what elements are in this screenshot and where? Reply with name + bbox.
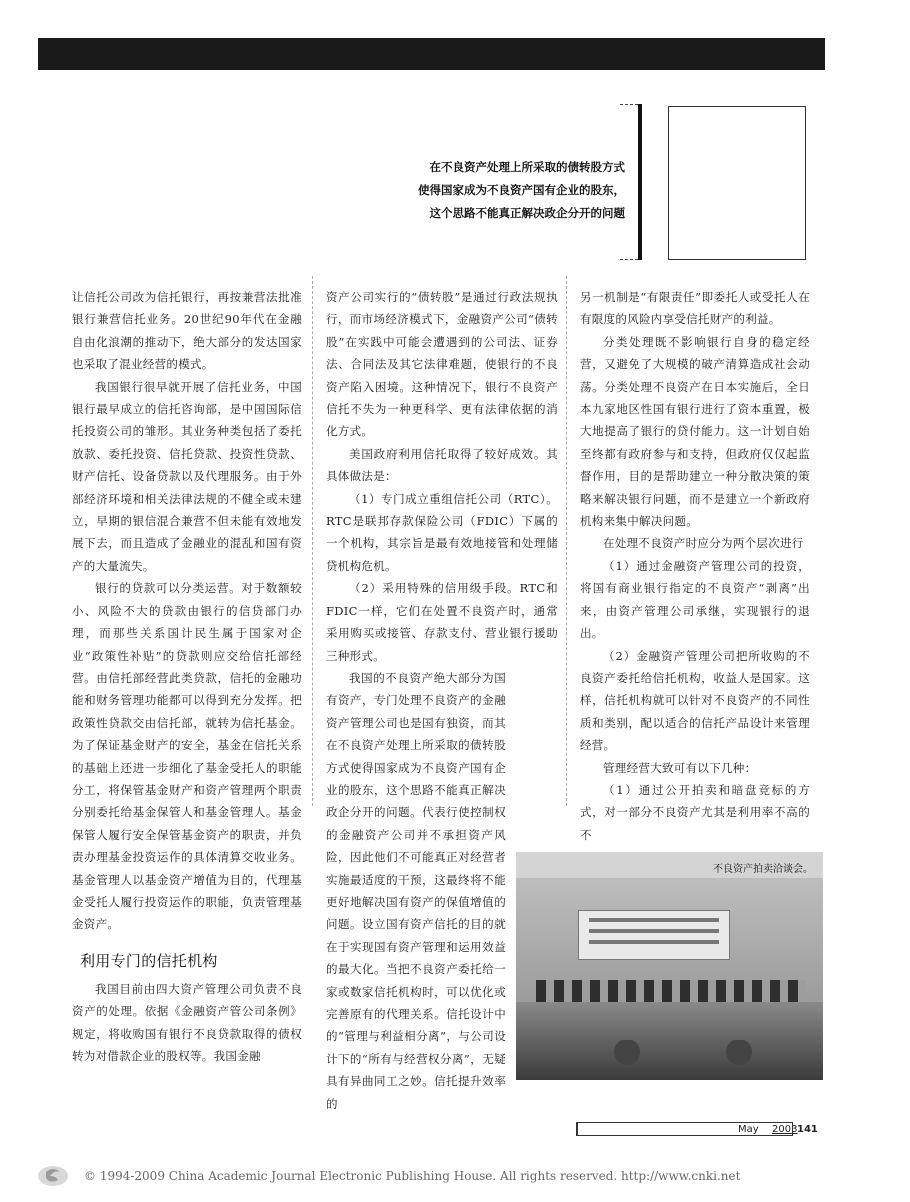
pullquote-line: 这个思路不能真正解决政企分开的问题 <box>429 206 625 220</box>
photo-caption: 不良资产拍卖洽谈会。 <box>713 864 813 875</box>
paragraph: 在处理不良资产时应分为两个层次进行 <box>603 536 804 551</box>
pullquote-line: 在不良资产处理上所采取的债转股方式 <box>429 160 625 174</box>
paragraph: 另一机制是“有限责任”即委托人或受托人在有限度的风险内享受信托财产的利益。 <box>580 290 810 327</box>
header-bar <box>38 38 825 70</box>
paragraph: 管理经营大致可有以下几种： <box>603 760 757 775</box>
text-column-3 <box>580 286 810 846</box>
photo-table <box>516 1002 823 1080</box>
photo-plant <box>724 1040 754 1080</box>
pullquote <box>370 156 625 225</box>
photo-banner <box>578 910 730 960</box>
paragraph: 资产公司实行的“债转股”是通过行政法规执行，而市场经济模式下，金融资产公司“债转股”在实践中可能会遭遇到的公司法、证券法、合同法及其它法律难题，使银行的不良资产陷入困境。这种情况下，银行不良资产信托不失为一种更科学、更有法律依据的消化方式。 <box>326 290 558 439</box>
paragraph: （2）金融资产管理公司把所收购的不良资产委托给信托机构，收益人是国家。这样，信托机构就可以针对不良资产的不同性质和类别，配以适合的信托产品设计来管理经营。 <box>580 648 810 753</box>
footer-month: May <box>738 1124 759 1135</box>
paragraph: 分类处理既不影响银行自身的稳定经营，又避免了大规模的破产清算造成社会动荡。分类处理不良资产在日本实施后，全日本九家地区性国有银行进行了资本重置，极大地提高了银行的贷付能力。这一计划自始至终都有政府参与和支持，但政府仅仅起监督作用，目的是帮助建立一种分散决策的策略来解决银行问题，而不是建立一个新政府机构来集中解决问题。 <box>580 334 810 529</box>
paragraph: 我国的不良资产绝大部分为国有资产，专门处理不良资产的金融资产管理公司也是国有独资，而其在不良资产处理上所采取的债转股方式使得国家成为不良资产国有企业的股东，这个思路不能真正解决政企分开的问题。代表行使控制权的金融资产公司并不承担资产风险，因此他们不可能真正对经营者实施最适度的干预，这最终将不能更好地解决国有资产的保值增值的问题。设立国有资产信托的目的就在于实现国有资产管理和运用效益的最大化。当把不良资产委托给一家或数家信托机构时，可以优化或完善原有的代理关系。信托设计中的“管理与利益相分离”，与公司设计下的“所有与经营权分离”，无疑具有异曲同工之妙。信托提升效率的 <box>326 670 506 1111</box>
text-column-1 <box>72 286 302 1067</box>
page-number: 141 <box>797 1124 818 1135</box>
column-divider <box>566 276 568 806</box>
pullquote-line: 使得国家成为不良资产国有企业的股东， <box>418 183 625 197</box>
paragraph: 我国银行很早就开展了信托业务，中国银行最早成立的信托咨询部，是中国国际信托投资公司的雏形。其业务种类包括了委托放款、委托投资、信托贷款、投资性贷款、财产信托、设备贷款以及代理服务。由于外部经济环境和相关法律法规的不健全或未建立，早期的银信混合兼营不但未能有效地发展下去，而且造成了金融业的混乱和国有资产的大量流失。 <box>72 379 302 573</box>
footer-rule <box>576 1122 793 1136</box>
paragraph: 银行的贷款可以分类运营。对于数额较小、风险不大的贷款由银行的信贷部门办理，而那些关系国计民生属于国家对企业“政策性补贴”的贷款则应交给信托部经营。由信托部经营此类贷款，信托的金融功能和财务管理功能都可以得到充分发挥。把政策性贷款交由信托部，就转为信托基金。为了保证基金财产的安全，基金在信托关系的基础上还进一步细化了基金受托人的职能分工，将保管基金财产和资产管理两个职责分别委托给基金保管人和基金管理人。基金保管人履行安全保管基金资产的职责，并负责办理基金投资运作的具体清算交收业务。基金管理人以基金资产增值为目的，代理基金受托人履行投资运作的职能，负责管理基金资产。 <box>72 581 302 932</box>
paragraph: 美国政府利用信托取得了较好成效。其具体做法是： <box>326 446 558 484</box>
section-heading: 利用专门的信托机构 <box>80 951 218 970</box>
photo-plant <box>612 1040 642 1080</box>
footer-year: 2003 <box>772 1124 798 1135</box>
column-divider <box>312 276 314 806</box>
paragraph: （1）通过金融资产管理公司的投资，将国有商业银行指定的不良资产“剥离”出来，由资产管理公司承继，实现银行的退出。 <box>580 558 810 641</box>
decorative-frame <box>668 106 806 260</box>
conference-photo <box>516 852 823 1080</box>
paragraph: 我国目前由四大资产管理公司负责不良资产的处理。依据《金融资产管公司条例》规定，将收购国有银行不良贷款取得的债权转为对借款企业的股权等。我国金融 <box>72 981 302 1063</box>
copyright-notice: © 1994-2009 China Academic Journal Electronic Publishing House. All rights reserved. http://www.cnki.net <box>84 1169 741 1183</box>
cnki-logo-icon <box>36 1162 70 1188</box>
paragraph: （1）专门成立重组信托公司（RTC）。RTC是联邦存款保险公司（FDIC）下属的一个机构，其宗旨是最有效地接管和处理储贷机构危机。 <box>326 491 558 573</box>
paragraph: （1）通过公开拍卖和暗盘竞标的方式，对一部分不良资产尤其是利用率不高的不 <box>580 782 810 842</box>
paragraph: （2）采用特殊的信用级手段。RTC和FDIC一样，它们在处置不良资产时，通常采用购买或接管、存款支付、营业银行援助三种形式。 <box>326 581 558 663</box>
paragraph: 让信托公司改为信托银行，再按兼营法批准银行兼营信托业务。20世纪90年代在金融自由化浪潮的推动下，绝大部分的发达国家也采取了混业经营的模式。 <box>72 290 302 372</box>
